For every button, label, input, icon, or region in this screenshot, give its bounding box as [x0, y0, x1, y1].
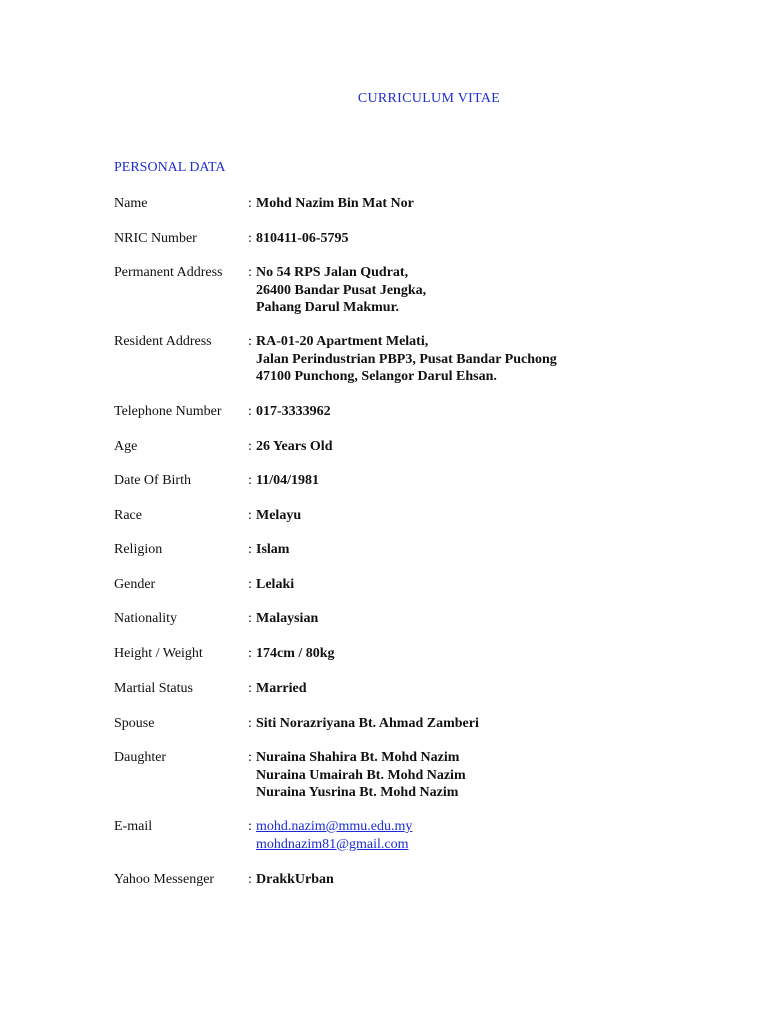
field-value: [256, 680, 307, 698]
field-value: [256, 472, 319, 490]
value-line: Malaysian: [256, 611, 319, 626]
field-value: [256, 576, 294, 594]
field-colon: :: [248, 404, 252, 419]
value-line: Mohd Nazim Bin Mat Nor: [256, 196, 414, 211]
email-link-primary[interactable]: mohd.nazim@mmu.edu.my: [256, 819, 413, 834]
value-line: 11/04/1981: [256, 473, 320, 488]
value-line: 017-3333962: [256, 404, 331, 419]
value-line: 26400 Bandar Pusat Jengka,: [256, 282, 427, 298]
field-colon: :: [248, 819, 252, 834]
field-value: [256, 871, 334, 889]
field-colon: :: [248, 577, 252, 592]
value-line: Islam: [256, 542, 290, 557]
field-colon: :: [248, 334, 252, 349]
field-label: Resident Address: [114, 334, 212, 349]
value-line: DrakkUrban: [256, 872, 334, 887]
value-line: Lelaki: [256, 577, 295, 592]
field-colon: :: [248, 508, 252, 523]
field-label: Age: [114, 439, 138, 454]
value-line: RA-01-20 Apartment Melati,: [256, 334, 429, 349]
field-value: [256, 403, 331, 421]
field-label: E-mail: [114, 819, 153, 834]
field-label: Gender: [114, 577, 156, 592]
field-label: Telephone Number: [114, 404, 222, 419]
field-label: Race: [114, 508, 142, 523]
section-heading-personal-data: PERSONAL DATA: [114, 160, 226, 175]
value-line: No 54 RPS Jalan Qudrat,: [256, 265, 409, 280]
field-colon: :: [248, 611, 252, 626]
field-colon: :: [248, 716, 252, 731]
field-label: Permanent Address: [114, 265, 223, 280]
field-label: Nationality: [114, 611, 177, 626]
field-colon: :: [248, 681, 252, 696]
field-colon: :: [248, 750, 252, 765]
field-value: [256, 264, 426, 317]
field-colon: :: [248, 439, 252, 454]
field-colon: :: [248, 265, 252, 280]
field-value: [256, 195, 414, 213]
value-line: Jalan Perindustrian PBP3, Pusat Bandar Puchong: [256, 351, 557, 367]
document-title: CURRICULUM VITAE: [357, 91, 501, 106]
email-link-secondary[interactable]: mohdnazim81@gmail.com: [256, 836, 409, 852]
field-value: [256, 749, 466, 802]
field-colon: :: [248, 473, 252, 488]
value-line: Siti Norazriyana Bt. Ahmad Zamberi: [256, 716, 479, 731]
value-line: 810411-06-5795: [256, 231, 349, 246]
value-line: Melayu: [256, 508, 302, 523]
field-colon: :: [248, 196, 252, 211]
value-line: Married: [256, 681, 307, 696]
field-label: Name: [114, 196, 148, 211]
value-line: 26 Years Old: [256, 439, 333, 454]
field-value: [256, 333, 557, 386]
field-value: [256, 715, 479, 733]
field-label: Date Of Birth: [114, 473, 191, 488]
field-colon: :: [248, 872, 252, 887]
field-value: [256, 507, 301, 525]
field-value: [256, 541, 289, 559]
field-label: Yahoo Messenger: [114, 872, 215, 887]
field-label: Height / Weight: [114, 646, 203, 661]
value-line: Nuraina Shahira Bt. Mohd Nazim: [256, 750, 460, 765]
field-colon: :: [248, 646, 252, 661]
field-value: [256, 610, 318, 628]
value-line: 174cm / 80kg: [256, 646, 335, 661]
value-line: 47100 Punchong, Selangor Darul Ehsan.: [256, 369, 497, 385]
field-value: [256, 230, 349, 248]
value-line: Nuraina Umairah Bt. Mohd Nazim: [256, 767, 466, 783]
field-value: [256, 818, 412, 853]
field-value: [256, 438, 332, 456]
value-line: Pahang Darul Makmur.: [256, 300, 400, 316]
field-label: Daughter: [114, 750, 167, 765]
field-colon: :: [248, 231, 252, 246]
field-label: NRIC Number: [114, 231, 197, 246]
field-label: Martial Status: [114, 681, 193, 696]
field-label: Spouse: [114, 716, 155, 731]
field-value: [256, 645, 335, 663]
field-label: Religion: [114, 542, 163, 557]
field-colon: :: [248, 542, 252, 557]
value-line: Nuraina Yusrina Bt. Mohd Nazim: [256, 785, 459, 801]
